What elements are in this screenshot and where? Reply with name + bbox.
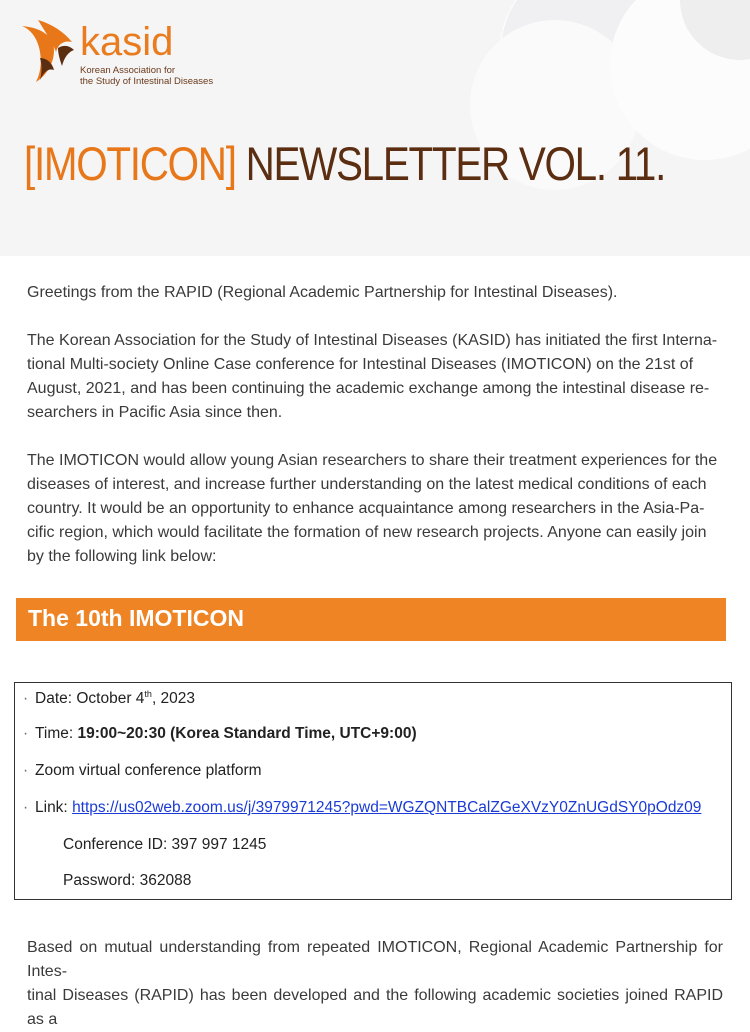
rapid-paragraph [27, 936, 723, 1032]
time-row [23, 725, 417, 743]
text-line: The Korean Association for the Study of Intestinal Diseases (KASID) has initiated the first Interna- [27, 332, 718, 349]
bullet: · [23, 799, 29, 816]
page-title [24, 136, 665, 192]
link-label: Link: [35, 799, 73, 816]
logo-subtitle-line2: the Study of Intestinal Diseases [80, 76, 214, 87]
text-line: country. It would be an opportunity to enhance acquaintance among researchers in the Asia-Pa- [27, 500, 705, 517]
date-year: , 2023 [151, 690, 196, 708]
link-row [23, 799, 701, 817]
title-tag: [IMOTICON] [24, 137, 236, 190]
section-heading-bar [16, 598, 726, 641]
logo-subtitle-line1: Korean Association for [80, 65, 176, 76]
bullet: · [23, 690, 29, 708]
date-suffix: th [144, 689, 152, 699]
text-line: searchers in Pacific Asia since then. [27, 404, 283, 421]
greeting-paragraph: Greetings from the RAPID (Regional Academic Partnership for Intestinal Diseases). [27, 284, 618, 301]
text-line: The IMOTICON would allow young Asian researchers to share their treatment experiences for the [27, 452, 718, 469]
time-label: Time: [35, 725, 78, 742]
bullet: · [23, 725, 29, 742]
text-line: Based on mutual understanding from repeated IMOTICON, Regional Academic Partnership for Intes- [27, 939, 723, 980]
purpose-paragraph [27, 449, 723, 569]
intro-paragraph [27, 329, 723, 425]
text-line: tional Multi-society Online Case conference for Intestinal Diseases (IMOTICON) on the 21st of [27, 356, 694, 373]
bullet: · [23, 762, 29, 779]
kasid-logo [18, 18, 218, 88]
platform-text: Zoom virtual conference platform [35, 762, 262, 779]
event-details-box [14, 682, 732, 900]
logo-subtitle [80, 65, 213, 87]
newsletter-header [0, 0, 750, 256]
password: Password: 362088 [63, 872, 192, 889]
zoom-link[interactable]: https://us02web.zoom.us/j/3979971245?pwd=WGZQNTBCalZGeXVzY0ZnUGdSY0pOdz09 [72, 799, 702, 816]
text-line: August, 2021, and has been continuing the academic exchange among the intestinal disease re- [27, 380, 710, 397]
time-value: 19:00~20:30 (Korea Standard Time, UTC+9:00) [77, 725, 417, 742]
text-line: by the following link below: [27, 548, 217, 565]
logo-wordmark: kasid [80, 20, 174, 64]
date-text: Date: October 4 [35, 690, 145, 708]
conference-id: Conference ID: 397 997 1245 [63, 836, 267, 853]
date-row [23, 689, 195, 708]
text-line: diseases of interest, and increase further understanding on the latest medical conditions of each [27, 476, 707, 493]
text-line: cific region, which would facilitate the formation of new research projects. Anyone can easily join [27, 524, 707, 541]
platform-row [23, 762, 262, 780]
text-line: tinal Diseases (RAPID) has been developed and the following academic societies joined RAPID as a [27, 987, 723, 1028]
kasid-logo-icon [18, 18, 76, 84]
section-heading: The 10th IMOTICON [28, 605, 244, 631]
title-main: NEWSLETTER VOL. 11. [245, 137, 666, 190]
